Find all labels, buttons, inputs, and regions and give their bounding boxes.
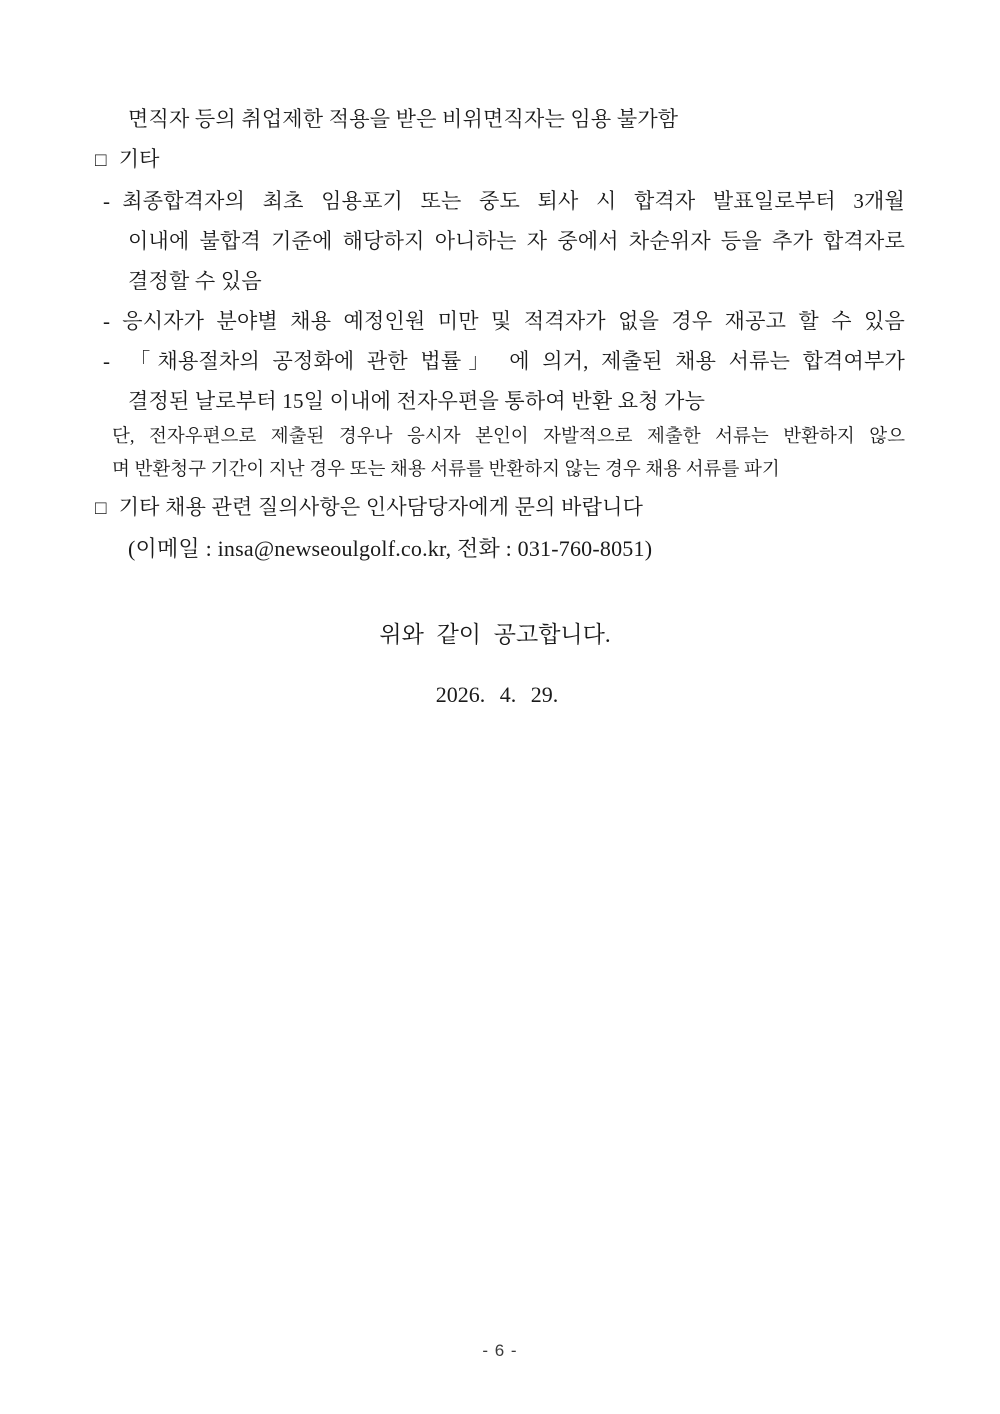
line-text: 결정할 수 있음: [128, 269, 262, 293]
line-text: 단, 전자우편으로 제출된 경우나 응시자 본인이 자발적으로 제출한 서류는 반환하지 않으: [112, 427, 905, 447]
line-text: 기타 채용 관련 질의사항은 인사담당자에게 문의 바랍니다: [118, 495, 644, 519]
line-text: 이내에 불합격 기준에 해당하지 아니하는 자 중에서 차순위자 등을 추가 합격자로: [128, 229, 905, 253]
section-heading-label: 기타: [118, 147, 160, 171]
line-additional-pass-1: [95, 181, 905, 221]
page-number: - 6 -: [482, 1341, 518, 1360]
line-reannouncement: [95, 301, 905, 341]
dash-bullet: -: [103, 349, 111, 373]
closing-statement: 위와 같이 공고합니다.: [379, 622, 611, 647]
line-employment-restriction: [95, 99, 905, 139]
line-additional-pass-2: [95, 221, 905, 261]
line-return-note-2: [95, 454, 905, 487]
section-heading-etc: [95, 139, 905, 181]
announcement-date: 2026. 4. 29.: [435, 682, 559, 707]
square-bullet-icon: □: [95, 498, 107, 519]
dash-bullet: -: [103, 309, 111, 333]
line-text: 「채용절차의 공정화에 관한 법률」 에 의거, 제출된 채용 서류는 합격여부가: [122, 349, 905, 373]
section-etc-inquiry: [95, 487, 905, 529]
line-text: 며 반환청구 기간이 지난 경우 또는 채용 서류를 반환하지 않는 경우 채용 서류를 파기: [112, 460, 780, 480]
line-text: 결정된 날로부터 15일 이내에 전자우편을 통하여 반환 요청 가능: [128, 389, 706, 413]
line-document-return-2: [95, 381, 905, 421]
line-contact-info: [95, 529, 905, 569]
line-return-note-1: [95, 421, 905, 454]
line-additional-pass-3: [95, 261, 905, 301]
dash-bullet: -: [103, 189, 111, 213]
line-text: 면직자 등의 취업제한 적용을 받은 비위면직자는 임용 불가함: [128, 107, 679, 131]
contact-text: (이메일 : insa@newseoulgolf.co.kr, 전화 : 031-760-8051): [128, 536, 653, 561]
line-document-return-1: [95, 341, 905, 381]
line-text: 응시자가 분야별 채용 예정인원 미만 및 적격자가 없을 경우 재공고 할 수 있음: [122, 309, 905, 333]
line-text: 최종합격자의 최초 임용포기 또는 중도 퇴사 시 합격자 발표일로부터 3개월: [122, 189, 905, 213]
square-bullet-icon: □: [95, 150, 107, 171]
